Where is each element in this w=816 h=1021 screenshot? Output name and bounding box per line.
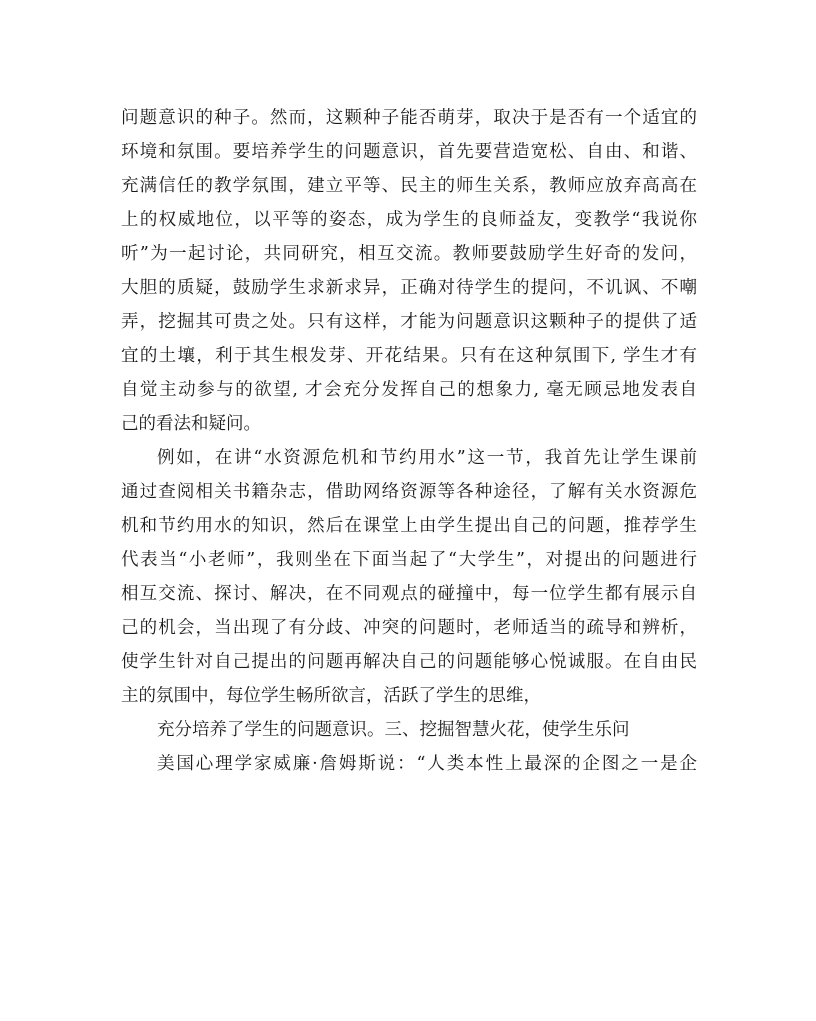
paragraph-first-line: 充分培养了学生的问题意识。三、挖掘智慧火花，使学生乐问 (157, 720, 630, 740)
text-line: 充满信任的教学氛围，建立平等、民主的师生关系，教师应放弃高高在 (121, 176, 697, 196)
text-line: 自觉主动参与的欲望, 才会充分发挥自己的想象力, 毫无顾忌地发表自 (121, 380, 697, 400)
text-line: 大胆的质疑，鼓励学生求新求异，正确对待学生的提问，不讥讽、不嘲 (121, 278, 697, 298)
text-line: 弄，挖掘其可贵之处。只有这样，才能为问题意识这颗种子的提供了适 (121, 312, 697, 332)
text-line: 通过查阅相关书籍杂志，借助网络资源等各种途径，了解有关水资源危 (121, 482, 697, 502)
paragraph-first-line: 美国心理学家威廉·詹姆斯说：“人类本性上最深的企图之一是企 (157, 754, 697, 774)
text-line: 听”为一起讨论，共同研究，相互交流。教师要鼓励学生好奇的发问， (121, 244, 697, 264)
text-line: 己的机会，当出现了有分歧、冲突的问题时，老师适当的疏导和辨析， (121, 618, 697, 638)
text-line: 机和节约用水的知识，然后在课堂上由学生提出自己的问题，推荐学生 (121, 516, 697, 536)
text-line: 问题意识的种子。然而，这颗种子能否萌芽，取决于是否有一个适宜的 (121, 108, 697, 128)
text-line: 相互交流、探讨、解决，在不同观点的碰撞中，每一位学生都有展示自 (121, 584, 697, 604)
text-line: 上的权威地位，以平等的姿态，成为学生的良师益友，变教学“我说你 (121, 210, 697, 230)
text-line: 环境和氛围。要培养学生的问题意识，首先要营造宽松、自由、和谐、 (121, 142, 697, 162)
paragraph-first-line: 例如，在讲“水资源危机和节约用水”这一节，我首先让学生课前 (157, 448, 697, 468)
text-line: 使学生针对自己提出的问题再解决自己的问题能够心悦诚服。在自由民 (121, 652, 697, 672)
text-line: 己的看法和疑问。 (121, 414, 261, 434)
text-line: 宜的土壤，利于其生根发芽、开花结果。只有在这种氛围下, 学生才有 (121, 346, 697, 366)
text-line: 主的氛围中，每位学生畅所欲言，活跃了学生的思维， (121, 686, 541, 706)
text-line: 代表当“小老师”，我则坐在下面当起了“大学生”，对提出的问题进行 (121, 550, 697, 570)
